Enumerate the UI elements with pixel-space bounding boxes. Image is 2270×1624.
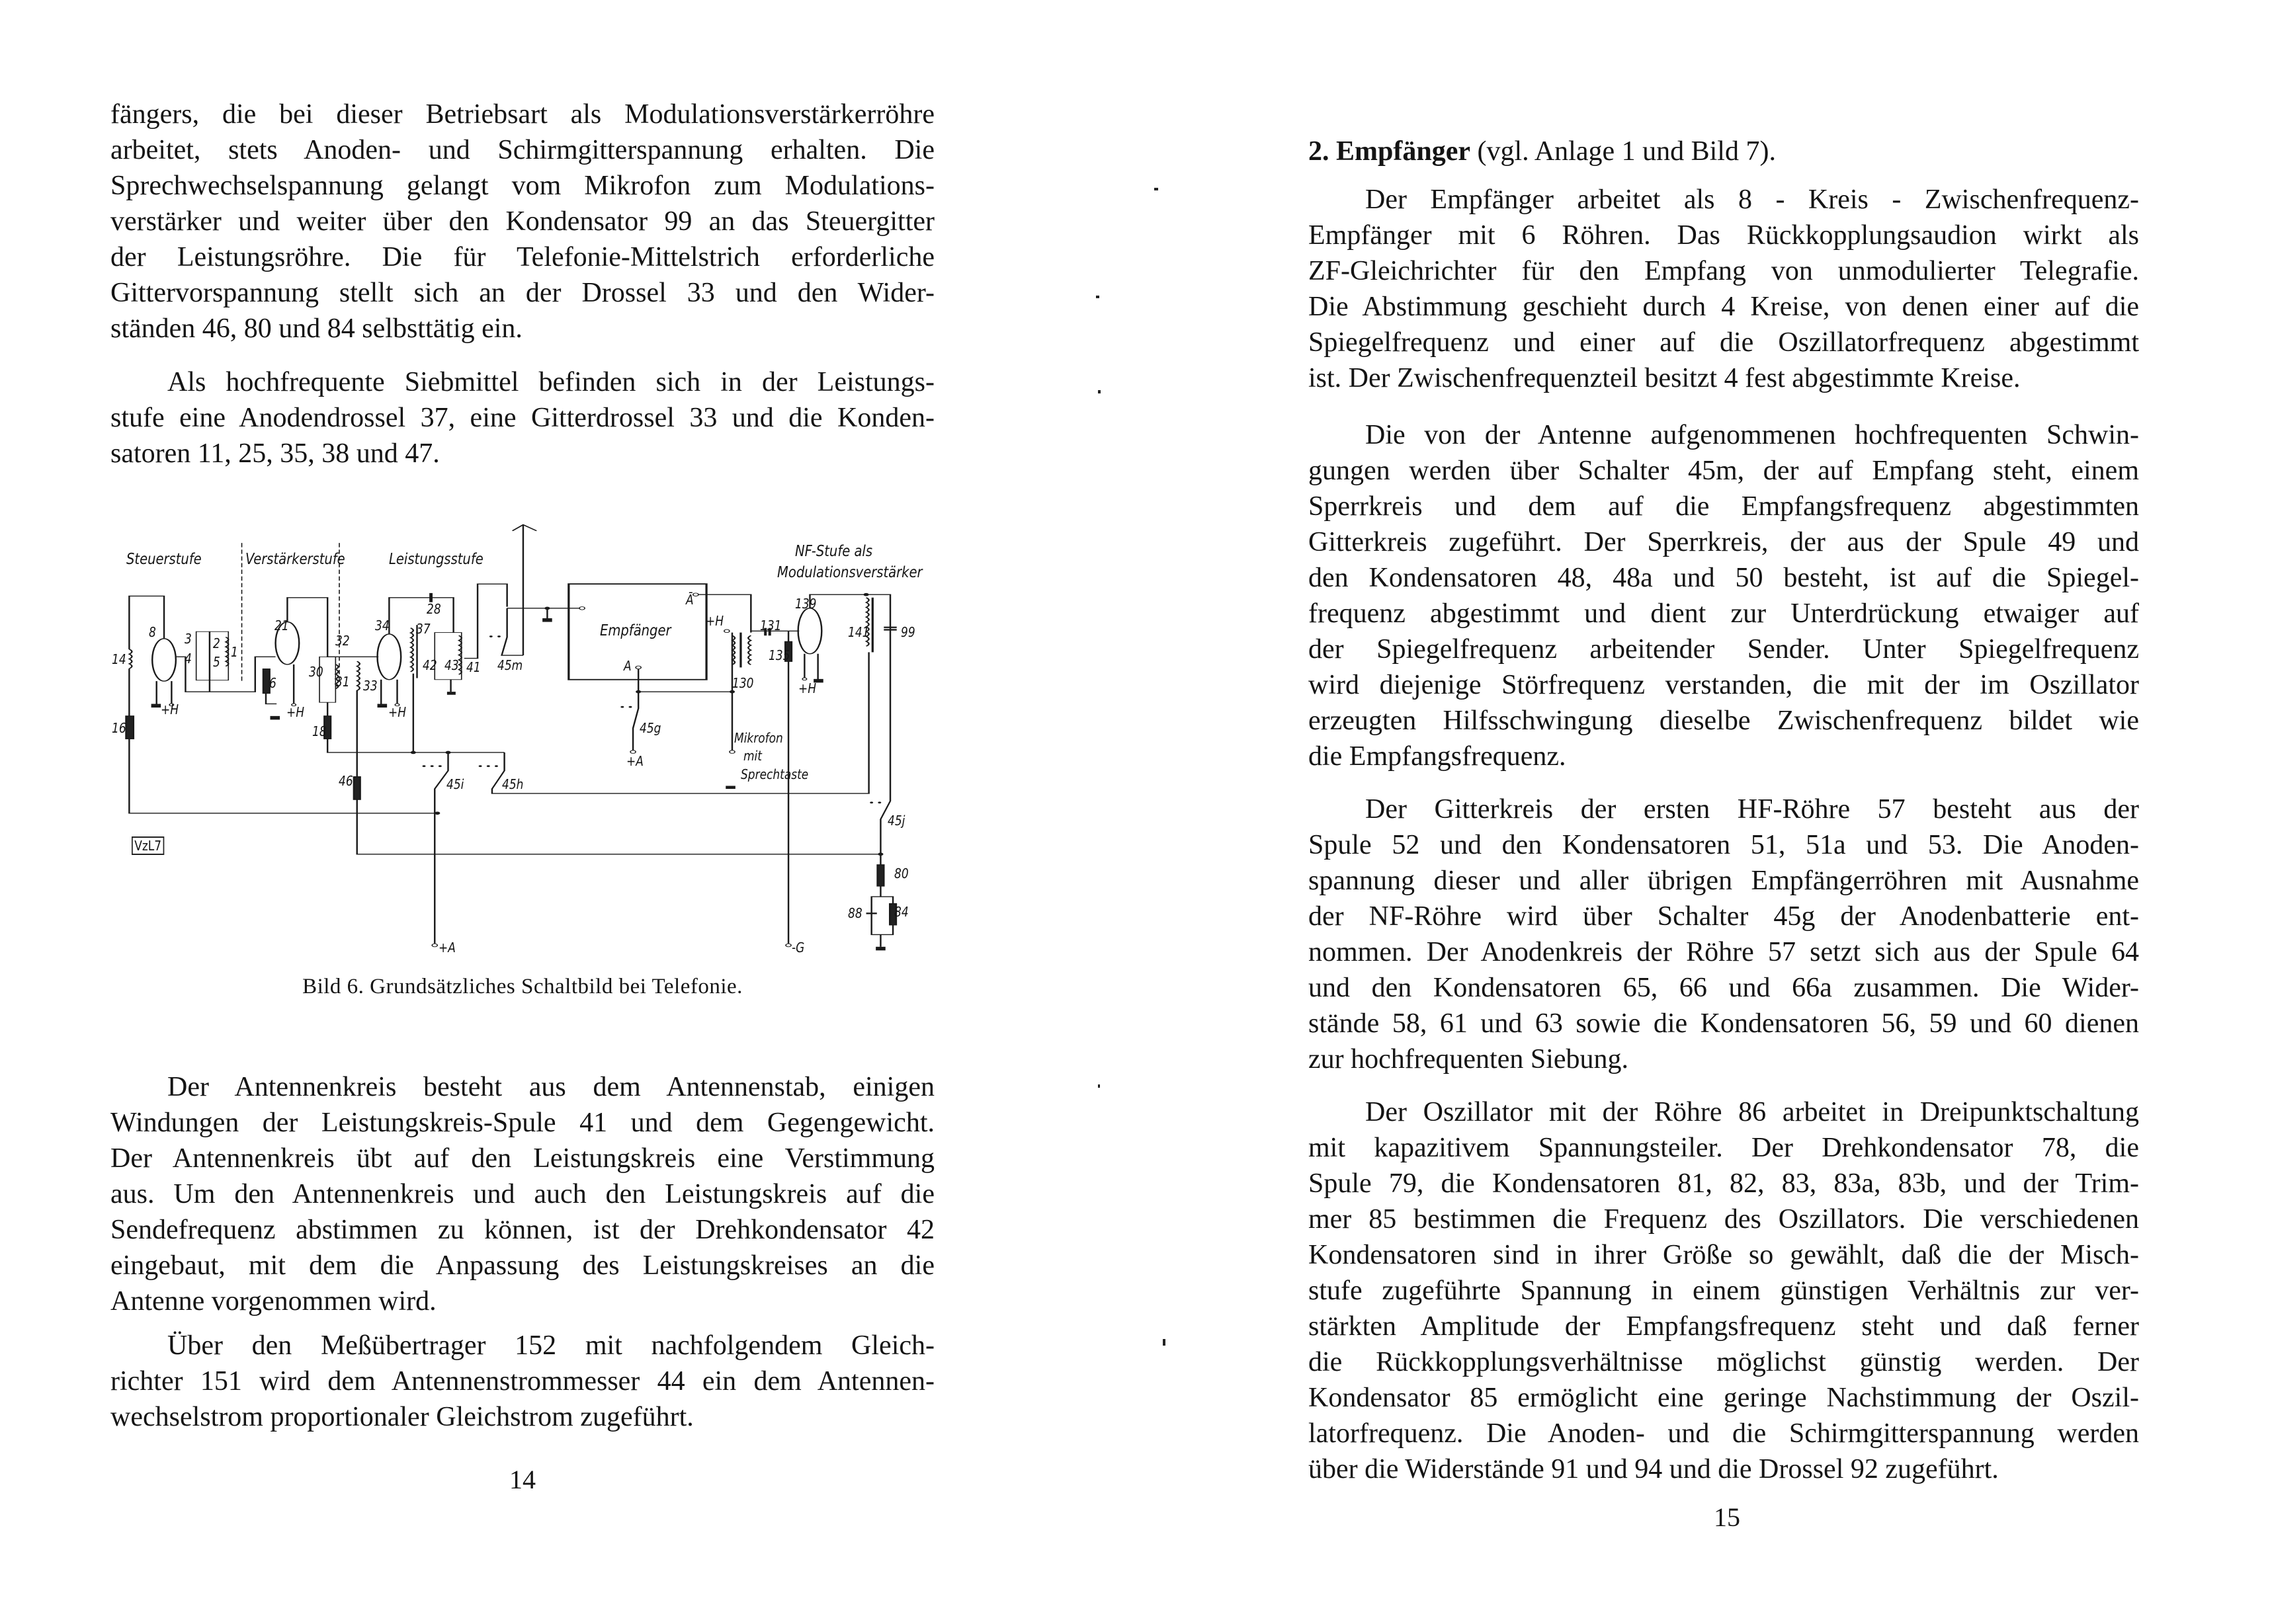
label-4: 4 xyxy=(185,651,192,667)
label-steuerstufe: Steuerstufe xyxy=(126,551,202,568)
label-mit: mit xyxy=(743,748,762,764)
label-30: 30 xyxy=(309,664,323,680)
text-line: über die Widerstände 91 und 94 und die Drossel 92 zugeführt. xyxy=(1308,1454,1999,1484)
text-line: Sperrkreis und dem auf die Empfangsfrequenz abgestimmten xyxy=(1308,491,2139,522)
text-line: Über den Meßübertrager 152 mit nachfolgendem Gleich- xyxy=(167,1330,935,1361)
page-number: 15 xyxy=(1714,1502,1740,1532)
text-line: stände 58, 61 und 63 sowie die Kondensatoren 56, 59 und 60 dienen xyxy=(1308,1008,2139,1039)
label-14: 14 xyxy=(112,651,126,667)
paragraph xyxy=(1308,417,2139,774)
page-number: 14 xyxy=(509,1465,536,1494)
label-plus-h: +H xyxy=(161,702,179,717)
stamp-vzl7: VzL7 xyxy=(132,836,164,855)
paragraph xyxy=(1308,1094,2139,1487)
text-line: aus. Um den Antennenkreis und auch den Leistungskreis auf die xyxy=(110,1179,935,1209)
label-3: 3 xyxy=(185,631,192,647)
label-16: 16 xyxy=(112,720,126,736)
text-line: stufe zugeführte Spannung in einem günstigen Verhältnis zur ver- xyxy=(1308,1276,2139,1306)
label-terminal-a-bar: Ā xyxy=(686,592,694,608)
label-plus-a: +A xyxy=(626,753,644,769)
text-line: Die Abstimmung geschieht durch 4 Kreise, von denen einer auf die xyxy=(1308,292,2139,322)
label-1: 1 xyxy=(231,644,238,660)
label-switch-45g: 45g xyxy=(640,720,661,736)
scan-speck xyxy=(1098,1084,1100,1088)
text-line: Kondensatoren sind in ihrer Größe so gewählt, daß die der Misch- xyxy=(1308,1240,2139,1270)
text-line: die Empfangsfrequenz. xyxy=(1308,741,1566,772)
text-line: Die von der Antenne aufgenommenen hochfrequenten Schwin- xyxy=(1365,420,2139,450)
label-minus-g: -G xyxy=(792,940,805,955)
text-line: Empfänger mit 6 Röhren. Das Rückkopplungsaudion wirkt als xyxy=(1308,220,2139,251)
paragraph xyxy=(110,1069,935,1319)
section-heading-reference: (vgl. Anlage 1 und Bild 7). xyxy=(1470,136,1776,167)
label-130: 130 xyxy=(732,675,754,691)
label-43: 43 xyxy=(444,657,459,673)
text-line: gungen werden über Schalter 45m, der auf Empfang steht, einem xyxy=(1308,456,2139,486)
label-plus-h: +H xyxy=(286,704,305,720)
scan-speck xyxy=(1098,390,1101,393)
text-line: mer 85 bestimmen die Frequenz des Oszillators. Die verschiedenen xyxy=(1308,1204,2139,1235)
paragraph xyxy=(110,364,935,471)
text-line: stärkten Amplitude der Empfangsfrequenz steht und daß ferner xyxy=(1308,1311,2139,1342)
figure-caption: Bild 6. Grundsätzliches Schaltbild bei Telefonie. xyxy=(302,975,743,998)
scan-speck xyxy=(1096,296,1099,298)
text-line: den Kondensatoren 48, 48a und 50 besteht, ist auf die Spiegel- xyxy=(1308,563,2139,593)
label-28: 28 xyxy=(427,601,441,617)
text-line: richter 151 wird dem Antennenstrommesser 44 ein dem Antennen- xyxy=(110,1366,935,1397)
label-8: 8 xyxy=(149,624,156,640)
text-line: ist. Der Zwischenfrequenzteil besitzt 4 fest abgestimmte Kreise. xyxy=(1308,363,2021,393)
text-line: latorfrequenz. Die Anoden- und die Schirmgitterspannung werden xyxy=(1308,1418,2139,1449)
text-line: Der Antennenkreis besteht aus dem Antennenstab, einigen xyxy=(167,1072,935,1102)
label-plus-h: +H xyxy=(706,613,724,629)
text-line: und den Kondensatoren 65, 66 und 66a zusammen. Die Wider- xyxy=(1308,973,2139,1003)
text-line: satoren 11, 25, 35, 38 und 47. xyxy=(110,438,440,469)
label-46: 46 xyxy=(339,773,353,789)
text-line: frequenz abgestimmt und dient zur Unterdrückung etwaiger auf xyxy=(1308,598,2139,629)
text-line: Windungen der Leistungskreis-Spule 41 und dem Gegengewicht. xyxy=(110,1108,935,1138)
label-84: 84 xyxy=(894,904,909,920)
text-line: Der Oszillator mit der Röhre 86 arbeitet in Dreipunktschaltung xyxy=(1365,1097,2139,1127)
label-37: 37 xyxy=(416,621,431,637)
label-42: 42 xyxy=(423,657,437,673)
text-line: fängers, die bei dieser Betriebsart als Modulationsverstärkerröhre xyxy=(110,99,935,130)
label-switch-45j: 45j xyxy=(888,813,905,829)
text-line: Kondensator 85 ermöglicht eine geringe Nachstimmung der Oszil- xyxy=(1308,1383,2139,1413)
label-88: 88 xyxy=(848,905,862,921)
label-switch-45i: 45i xyxy=(446,776,464,792)
text-line: Gitterkreis zugeführt. Der Sperrkreis, der aus der Spule 49 und xyxy=(1308,527,2139,557)
label-33: 33 xyxy=(363,678,378,694)
text-line: wird diejenige Störfrequenz verstanden, die mit der im Oszillator xyxy=(1308,670,2139,700)
text-line: zur hochfrequenten Siebung. xyxy=(1308,1044,1629,1075)
label-empfaenger: Empfänger xyxy=(600,622,671,639)
label-5: 5 xyxy=(213,654,220,670)
label-modulationsverstaerker: Modulationsverstärker xyxy=(777,564,923,581)
text-line: der NF-Röhre wird über Schalter 45g der Anodenbatterie ent- xyxy=(1308,901,2139,932)
text-line: stufe eine Anodendrossel 37, eine Gitterdrossel 33 und die Konden- xyxy=(110,403,935,433)
circuit-schematic xyxy=(110,522,941,953)
label-plus-h: +H xyxy=(388,704,407,720)
text-line: ständen 46, 80 und 84 selbsttätig ein. xyxy=(110,313,523,344)
text-line: der Spiegelfrequenz arbeitender Sender. Unter Spiegelfrequenz xyxy=(1308,634,2139,665)
label-99: 99 xyxy=(901,624,915,640)
circuit-diagram xyxy=(110,522,941,953)
label-switch-45h: 45h xyxy=(502,776,524,792)
text-line: Antenne vorgenommen wird. xyxy=(110,1286,437,1317)
text-line: Spule 52 und den Kondensatoren 51, 51a und 53. Die Anoden- xyxy=(1308,830,2139,860)
label-139: 139 xyxy=(795,596,817,612)
text-line: die Rückkopplungsverhältnisse möglichst günstig werden. Der xyxy=(1308,1347,2139,1377)
text-line: Spule 79, die Kondensatoren 81, 82, 83, 83a, 83b, und der Trim- xyxy=(1308,1168,2139,1199)
label-21: 21 xyxy=(274,618,289,633)
text-line: wechselstrom proportionaler Gleichstrom zugeführt. xyxy=(110,1402,694,1432)
text-line: ZF-Gleichrichter für den Empfang von unmodulierter Telegrafie. xyxy=(1308,256,2139,286)
text-line: Als hochfrequente Siebmittel befinden sich in der Leistungs- xyxy=(167,367,935,397)
label-plus-a: +A xyxy=(439,940,456,955)
paragraph xyxy=(110,1328,935,1435)
text-line: Der Gitterkreis der ersten HF-Röhre 57 besteht aus der xyxy=(1365,794,2139,825)
label-verstaerkerstufe: Verstärkerstufe xyxy=(245,551,345,568)
text-line: Sprechwechselspannung gelangt vom Mikrofon zum Modulations- xyxy=(110,171,935,201)
label-80: 80 xyxy=(894,866,909,881)
text-line: arbeitet, stets Anoden- und Schirmgitterspannung erhalten. Die xyxy=(110,135,935,165)
label-terminal-a: A xyxy=(624,658,632,674)
text-line: der Leistungsröhre. Die für Telefonie-Mittelstrich erforderliche xyxy=(110,242,935,272)
label-18: 18 xyxy=(312,723,327,739)
label-141: 141 xyxy=(848,624,870,640)
text-line: nommen. Der Anodenkreis der Röhre 57 setzt sich aus der Spule 64 xyxy=(1308,937,2139,967)
label-32: 32 xyxy=(335,633,350,649)
paragraph xyxy=(1308,182,2139,396)
label-6: 6 xyxy=(269,675,276,691)
label-nf-stufe: NF-Stufe als xyxy=(795,543,873,560)
label-leistungsstufe: Leistungsstufe xyxy=(389,551,483,568)
label-plus-h: +H xyxy=(798,680,817,696)
text-line: Spiegelfrequenz und einer auf die Oszillatorfrequenz abgestimmt xyxy=(1308,327,2139,358)
label-2: 2 xyxy=(213,635,220,651)
text-line: verstärker und weiter über den Kondensator 99 an das Steuergitter xyxy=(110,206,935,237)
label-135: 135 xyxy=(769,647,790,663)
text-line: Der Empfänger arbeitet als 8 - Kreis - Zwischenfrequenz- xyxy=(1365,184,2139,215)
label-41: 41 xyxy=(466,659,481,675)
section-heading-title: 2. Empfänger xyxy=(1308,136,1470,167)
paragraph xyxy=(110,97,935,346)
label-sprechtaste: Sprechtaste xyxy=(741,766,809,782)
text-line: mit kapazitivem Spannungsteiler. Der Drehkondensator 78, die xyxy=(1308,1133,2139,1163)
text-line: erzeugten Hilfsschwingung dieselbe Zwischenfrequenz bildet wie xyxy=(1308,706,2139,736)
label-mikrofon: Mikrofon xyxy=(734,730,783,746)
text-line: Sendefrequenz abstimmen zu können, ist der Drehkondensator 42 xyxy=(110,1215,935,1245)
text-line: Der Antennenkreis übt auf den Leistungskreis eine Verstimmung xyxy=(110,1143,935,1174)
paragraph xyxy=(1308,792,2139,1077)
right-page xyxy=(1135,0,2270,1624)
text-line: eingebaut, mit dem die Anpassung des Leistungskreises an die xyxy=(110,1250,935,1281)
text-line: Gittervorspannung stellt sich an der Drossel 33 und den Wider- xyxy=(110,278,935,308)
section-heading xyxy=(1308,134,1776,169)
label-31: 31 xyxy=(335,674,350,690)
label-switch-45m: 45m xyxy=(497,657,523,673)
label-131: 131 xyxy=(760,618,782,633)
label-34: 34 xyxy=(375,618,390,633)
text-line: spannung dieser und aller übrigen Empfängerröhren mit Ausnahme xyxy=(1308,866,2139,896)
